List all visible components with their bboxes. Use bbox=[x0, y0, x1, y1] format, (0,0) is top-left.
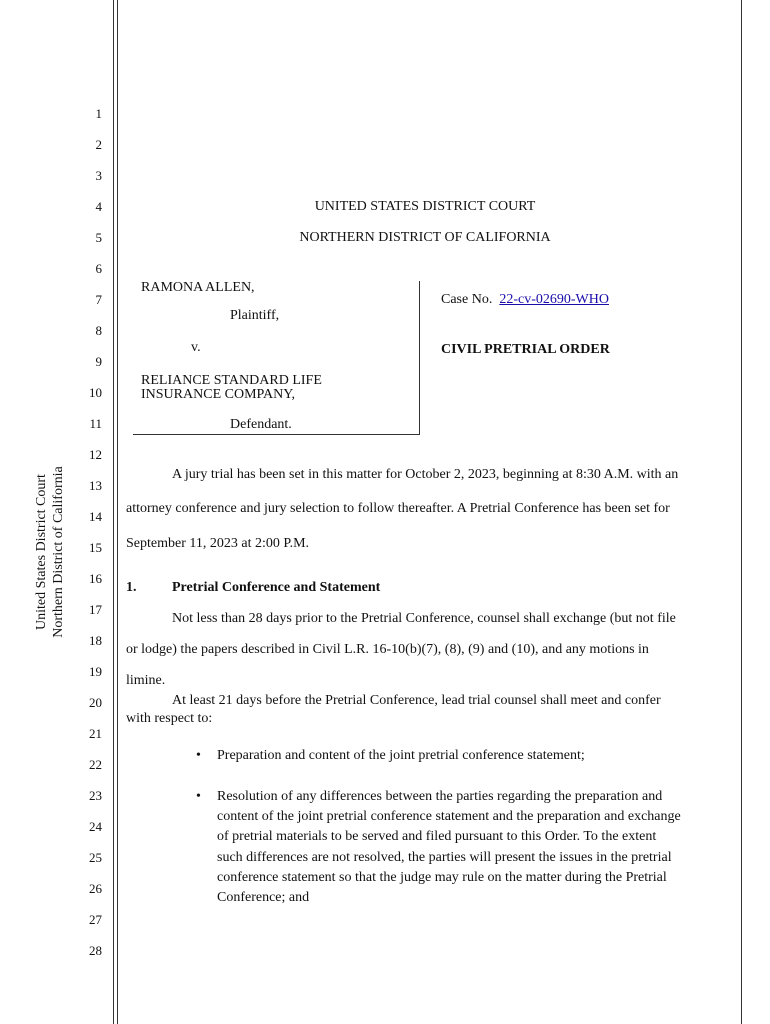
line-number: 12 bbox=[89, 447, 102, 462]
plaintiff-name: RAMONA ALLEN, bbox=[141, 280, 255, 295]
para-2-line-1: At least 21 days before the Pretrial Conference, lead trial counsel shall meet and confer bbox=[172, 693, 661, 708]
intro-line-2: attorney conference and jury selection to follow thereafter. A Pretrial Conference has been set for bbox=[126, 501, 670, 516]
bullet-2-line-5: conference statement so that the judge may rule on the matter during the Pretrial bbox=[217, 870, 667, 885]
line-number: 5 bbox=[95, 230, 102, 245]
line-number: 25 bbox=[89, 850, 102, 865]
line-number: 24 bbox=[89, 819, 102, 834]
caption-right-border bbox=[419, 281, 420, 435]
case-number-line bbox=[441, 292, 609, 308]
bullet-2-line-1: Resolution of any differences between the parties regarding the preparation and bbox=[217, 789, 663, 804]
left-margin-rule-2 bbox=[117, 0, 118, 1024]
line-number: 17 bbox=[89, 602, 102, 617]
district-name: NORTHERN DISTRICT OF CALIFORNIA bbox=[299, 230, 551, 245]
bullet-1-text: Preparation and content of the joint pretrial conference statement; bbox=[217, 748, 585, 763]
line-number: 4 bbox=[95, 199, 102, 214]
line-number: 26 bbox=[89, 881, 102, 896]
bullet-2-line-6: Conference; and bbox=[217, 890, 310, 905]
para-2-line-2: with respect to: bbox=[126, 711, 213, 726]
defendant-role: Defendant. bbox=[230, 417, 292, 432]
defendant-name-line1: RELIANCE STANDARD LIFE bbox=[141, 373, 322, 388]
order-title: CIVIL PRETRIAL ORDER bbox=[441, 342, 610, 357]
line-number: 9 bbox=[95, 354, 102, 369]
line-number: 15 bbox=[89, 540, 102, 555]
case-number-link[interactable]: 22-cv-02690-WHO bbox=[499, 292, 609, 307]
section-1-number: 1. bbox=[126, 580, 137, 595]
para-1-line-1: Not less than 28 days prior to the Pretrial Conference, counsel shall exchange (but not file bbox=[172, 611, 676, 626]
line-number: 7 bbox=[95, 292, 102, 307]
right-margin-rule bbox=[741, 0, 742, 1024]
bullet-2-line-4: such differences are not resolved, the parties will present the issues in the pretrial bbox=[217, 850, 672, 865]
court-name: UNITED STATES DISTRICT COURT bbox=[314, 199, 536, 214]
line-number: 3 bbox=[95, 168, 102, 183]
plaintiff-role: Plaintiff, bbox=[230, 308, 280, 323]
sidebar-district-line: Northern District of California bbox=[51, 466, 66, 638]
defendant-name-line2: INSURANCE COMPANY, bbox=[141, 387, 296, 402]
line-number: 1 bbox=[95, 106, 102, 121]
intro-line-1: A jury trial has been set in this matter for October 2, 2023, beginning at 8:30 A.M. with an bbox=[172, 467, 679, 482]
line-number: 20 bbox=[89, 695, 102, 710]
bullet-2-line-3: of pretrial materials to be served and filed pursuant to this Order. To the extent bbox=[217, 829, 657, 844]
line-number: 18 bbox=[89, 633, 102, 648]
section-1-title: Pretrial Conference and Statement bbox=[172, 580, 381, 595]
bullet-2-line-2: content of the joint pretrial conference statement and the preparation and exchange bbox=[217, 809, 681, 824]
case-number-label: Case No. bbox=[441, 292, 493, 307]
caption-bottom-border bbox=[133, 434, 420, 435]
line-number: 6 bbox=[95, 261, 102, 276]
sidebar-court-line: United States District Court bbox=[34, 474, 49, 630]
para-1-line-2: or lodge) the papers described in Civil L.R. 16-10(b)(7), (8), (9) and (10), and any motions in bbox=[126, 642, 649, 657]
versus: v. bbox=[191, 340, 201, 355]
line-number: 23 bbox=[89, 788, 102, 803]
line-number: 21 bbox=[89, 726, 102, 741]
line-number: 27 bbox=[89, 912, 102, 927]
line-number: 19 bbox=[89, 664, 102, 679]
line-number: 14 bbox=[89, 509, 102, 524]
line-number: 13 bbox=[89, 478, 102, 493]
bullet-icon: • bbox=[196, 748, 201, 763]
intro-line-3: September 11, 2023 at 2:00 P.M. bbox=[126, 536, 310, 551]
line-number: 8 bbox=[95, 323, 102, 338]
line-number: 28 bbox=[89, 943, 102, 958]
line-number: 16 bbox=[89, 571, 102, 586]
left-margin-rule-1 bbox=[113, 0, 114, 1024]
line-number: 11 bbox=[89, 416, 102, 431]
para-1-line-3: limine. bbox=[126, 673, 166, 688]
line-number: 22 bbox=[89, 757, 102, 772]
line-number: 10 bbox=[89, 385, 102, 400]
line-number: 2 bbox=[95, 137, 102, 152]
bullet-icon: • bbox=[196, 789, 201, 804]
